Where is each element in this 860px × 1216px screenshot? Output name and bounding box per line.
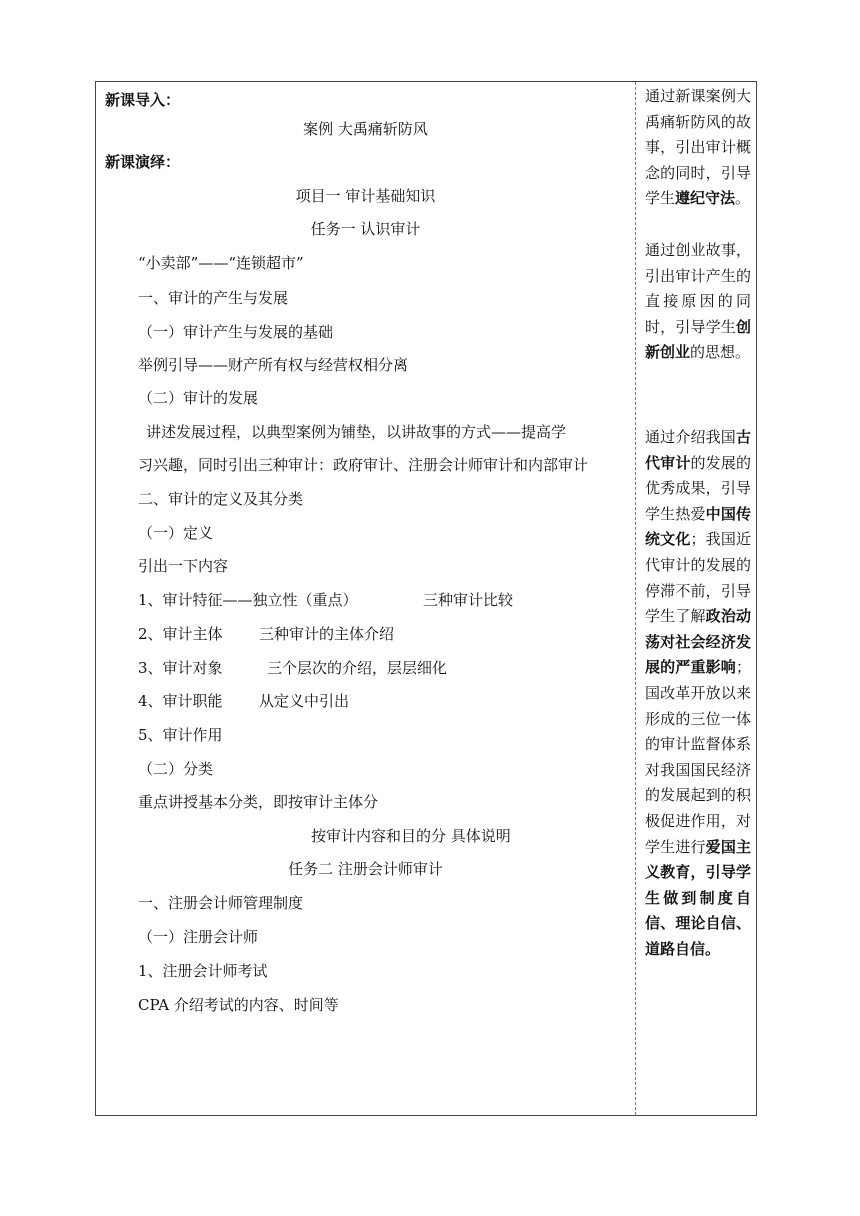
list-item-4-note: 从定义中引出 (259, 692, 350, 710)
side-note-3-text-b: 的发展的优秀成果，引导学生热爱 (645, 453, 751, 523)
section-2-1-text: 引出一下内容 (138, 557, 229, 575)
side-note-3 (645, 425, 751, 962)
side-note-3-text-a: 通过介绍我国 (645, 428, 736, 446)
list-item-2-note: 三种审计的主体介绍 (259, 625, 395, 643)
quote-line: “小卖部”——“连锁超市” (138, 254, 304, 272)
task1-title: 任务一 认识审计 (310, 220, 421, 238)
section-2-2-heading: （二）分类 (138, 760, 214, 778)
case-title: 案例 大禹痛斩防风 (303, 120, 428, 138)
side-note-2-end: 的思想。 (690, 343, 751, 362)
task2-title: 任务二 注册会计师审计 (288, 860, 443, 878)
section-1-2-text-line1: 讲述发展过程，以典型案例为铺垫，以讲故事的方式——提高学 (146, 423, 567, 441)
list-item-1: 1、审计特征——独立性（重点） (138, 591, 358, 609)
side-note-1 (645, 84, 751, 212)
side-note-3-text-c: ；我国近代审计的发展的停滞不前，引导学生了解 (645, 530, 751, 626)
section-2-heading: 二、审计的定义及其分类 (138, 490, 304, 508)
lecture-heading: 新课演绎： (105, 153, 181, 171)
side-note-3-emphasis-c: 政治动荡对社会经济发展的严重影响 (645, 607, 751, 677)
side-note-3-emphasis-b: 中国传统文化 (645, 504, 751, 549)
section-2-2-text2: 按审计内容和目的分 具体说明 (311, 827, 511, 845)
task2-list-item-1-text: CPA 介绍考试的内容、时间等 (138, 996, 339, 1014)
section-1-1-heading: （一）审计产生与发展的基础 (138, 323, 334, 341)
ideological-notes-column (636, 82, 756, 1115)
task2-section-1-heading: 一、注册会计师管理制度 (138, 894, 304, 912)
side-note-1-end: 。 (735, 189, 751, 208)
section-2-1-heading: （一）定义 (138, 524, 214, 542)
section-2-2-text: 重点讲授基本分类，即按审计主体分 (138, 793, 379, 811)
list-item-3-note: 三个层次的介绍，层层细化 (267, 659, 448, 677)
section-1-heading: 一、审计的产生与发展 (138, 289, 289, 307)
side-note-2-text: 通过创业故事，引出审计产生的直接原因的同时，引导学生 (645, 241, 751, 336)
side-note-3-emphasis-d: 爱国主义教育，引导学生做到制度自信、理论自信、道路自信。 (645, 837, 751, 958)
list-item-4: 4、审计职能 (138, 692, 223, 710)
section-1-2-text-line2: 习兴趣，同时引出三种审计：政府审计、注册会计师审计和内部审计 (138, 456, 589, 474)
task2-list-item-1: 1、注册会计师考试 (138, 962, 268, 980)
side-note-1-text: 通过新课案例大禹痛斩防风的故事，引出审计概念的同时，引导学生 (645, 87, 751, 208)
list-item-3: 3、审计对象 (138, 659, 223, 677)
section-1-1-text: 举例引导——财产所有权与经营权相分离 (138, 356, 409, 374)
intro-heading: 新课导入： (105, 91, 181, 109)
task2-section-1-1-heading: （一）注册会计师 (138, 928, 259, 946)
list-item-2: 2、审计主体 (138, 625, 223, 643)
section-1-2-heading: （二）审计的发展 (138, 389, 259, 407)
side-note-3-emphasis-a: 古代审计 (645, 428, 751, 472)
lesson-plan-table (95, 81, 757, 1116)
side-note-2-emphasis: 创新创业 (645, 317, 751, 362)
side-note-1-emphasis: 遵纪守法 (675, 189, 736, 208)
project-title: 项目一 审计基础知识 (295, 187, 436, 205)
lesson-content-column (96, 82, 635, 1115)
side-note-2 (645, 238, 751, 366)
list-item-1-note: 三种审计比较 (423, 591, 514, 609)
list-item-5: 5、审计作用 (138, 726, 223, 744)
side-note-3-text-d: ；国改革开放以来形成的三位一体的审计监督体系对我国国民经济的发展起到的积极促进作用，对学生进行 (645, 658, 751, 856)
